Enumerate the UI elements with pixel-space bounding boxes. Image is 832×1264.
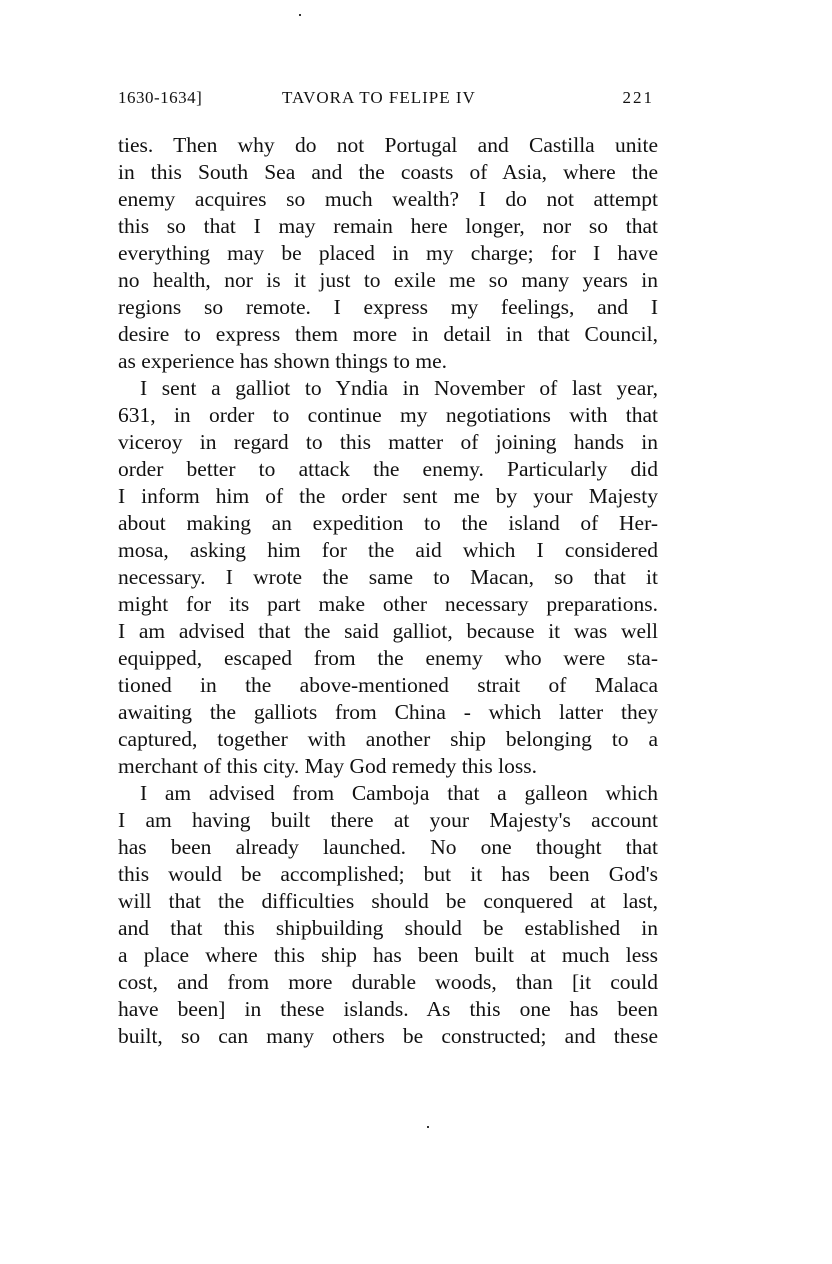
text-line: ties. Then why do not Portugal and Castilla unite [118,133,658,157]
paragraph [118,132,658,375]
text-line: I am advised from Camboja that a galleon which [140,781,658,805]
running-header [118,88,658,114]
page-number: 221 [622,88,654,107]
text-line: enemy acquires so much wealth? I do not attempt [118,187,658,211]
header-date-range: 1630-1634] [118,88,203,107]
text-line: has been already launched. No one thought that [118,835,658,859]
text-line: 631, in order to continue my negotiations with that [118,403,658,427]
text-line: might for its part make other necessary preparations. [118,592,658,616]
body-text [118,132,658,1050]
text-line: desire to express them more in detail in that Council, [118,322,658,346]
text-line: necessary. I wrote the same to Macan, so that it [118,565,658,589]
text-line: regions so remote. I express my feelings, and I [118,295,658,319]
text-line: have been] in these islands. As this one has been [118,997,658,1021]
text-line: built, so can many others be constructed; and these [118,1024,658,1048]
text-line: and that this shipbuilding should be established in [118,916,658,940]
text-line: equipped, escaped from the enemy who were sta- [118,646,658,670]
text-line: I sent a galliot to Yndia in November of last year, [140,376,658,400]
text-line: cost, and from more durable woods, than [it could [118,970,658,994]
text-line: order better to attack the enemy. Particularly did [118,457,658,481]
text-line: awaiting the galliots from China - which latter they [118,700,658,724]
text-line: as experience has shown things to me. [118,349,447,373]
header-title: TAVORA TO FELIPE IV [282,88,476,107]
paragraph [118,375,658,780]
text-line: captured, together with another ship belonging to a [118,727,658,751]
text-line: merchant of this city. May God remedy this loss. [118,754,537,778]
text-line: tioned in the above-mentioned strait of Malaca [118,673,658,697]
text-line: I am having built there at your Majesty's account [118,808,658,832]
ink-speck-top [299,14,301,16]
text-line: no health, nor is it just to exile me so many years in [118,268,658,292]
text-line: this so that I may remain here longer, nor so that [118,214,658,238]
paragraph [118,780,658,1050]
text-line: mosa, asking him for the aid which I considered [118,538,658,562]
ink-speck-bottom [427,1126,429,1128]
text-line: a place where this ship has been built at much less [118,943,658,967]
text-line: everything may be placed in my charge; for I have [118,241,658,265]
text-line: I inform him of the order sent me by your Majesty [118,484,658,508]
text-line: I am advised that the said galliot, because it was well [118,619,658,643]
text-line: viceroy in regard to this matter of joining hands in [118,430,658,454]
text-line: will that the difficulties should be conquered at last, [118,889,658,913]
text-line: this would be accomplished; but it has been God's [118,862,658,886]
text-line: about making an expedition to the island of Her- [118,511,658,535]
text-line: in this South Sea and the coasts of Asia, where the [118,160,658,184]
